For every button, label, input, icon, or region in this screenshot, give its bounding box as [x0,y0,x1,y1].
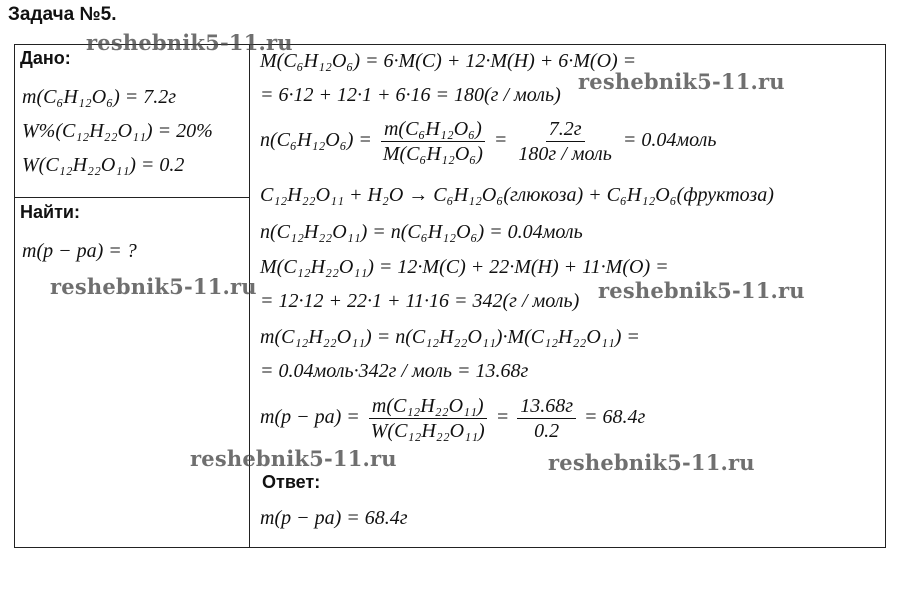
solution-line-3-left: n(C₆H₁₂O₆) = [260,129,372,152]
equals-sign: = [495,406,510,429]
solution-line-10-left: m(p − pa) = [260,406,360,429]
fraction-numerator: 7.2г [546,118,585,142]
solution-line-2: = 6·12 + 12·1 + 6·16 = 180(г / моль) [260,84,561,106]
watermark: reshebnik5-11.ru [578,69,785,94]
answer-line: m(p − pa) = 68.4г [260,507,408,529]
fraction-glucose-values [515,118,614,165]
watermark: reshebnik5-11.ru [50,274,257,299]
fraction-numerator: m(C₁₂H₂₂O₁₁) [369,395,487,419]
fraction-numerator: 13.68г [517,395,576,419]
solution-line-7: = 12·12 + 22·1 + 11·16 = 342(г / моль) [260,290,580,312]
page-title: Задача №5. [8,4,117,25]
find-line: m(p − pa) = ? [22,240,137,262]
watermark: reshebnik5-11.ru [190,446,397,471]
solution-line-10-right: = 68.4г [584,406,646,429]
solution-line-10 [260,395,645,442]
equals-sign: = [493,129,508,152]
watermark: reshebnik5-11.ru [598,278,805,303]
given-line-1: m(C₆H₁₂O₆) = 7.2г [22,86,177,108]
fraction-denominator: W(C₁₂H₂₂O₁₁) [370,420,485,442]
solution-line-6: M(C₁₂H₂₂O₁₁) = 12·M(C) + 22·M(H) + 11·M(O) = [260,256,669,278]
solution-line-3 [260,118,716,165]
solution-line-5: n(C₁₂H₂₂O₁₁) = n(C₆H₁₂O₆) = 0.04моль [260,221,583,243]
given-find-divider [14,197,250,198]
given-line-2: W%(C₁₂H₂₂O₁₁) = 20% [22,120,213,142]
fraction-denominator: 0.2 [534,420,560,442]
watermark: reshebnik5-11.ru [548,450,755,475]
reaction-equation: C₁₂H₂₂O₁₁ + H₂O → C₆H₁₂O₆(глюкоза) + C₆H₁₂O₆(фруктоза) [260,184,774,206]
answer-heading: Ответ: [262,472,321,492]
find-heading: Найти: [20,202,80,222]
solution-line-3-right: = 0.04моль [622,129,717,152]
fraction-solution-mass [368,395,488,442]
given-line-3: W(C₁₂H₂₂O₁₁) = 0.2 [22,154,185,176]
solution-line-1: M(C₆H₁₂O₆) = 6·M(C) + 12·M(H) + 6·M(O) = [260,50,637,72]
fraction-numerator: m(C₆H₁₂O₆) [381,118,485,142]
watermark: reshebnik5-11.ru [86,30,293,55]
fraction-glucose-moles [380,118,486,165]
fraction-denominator: 180г / моль [518,143,612,165]
solution-line-9: = 0.04моль·342г / моль = 13.68г [260,360,529,382]
fraction-solution-values [517,395,576,442]
given-heading: Дано: [20,48,71,68]
fraction-denominator: M(C₆H₁₂O₆) [382,143,483,165]
solution-line-8: m(C₁₂H₂₂O₁₁) = n(C₁₂H₂₂O₁₁)·M(C₁₂H₂₂O₁₁) = [260,326,640,348]
